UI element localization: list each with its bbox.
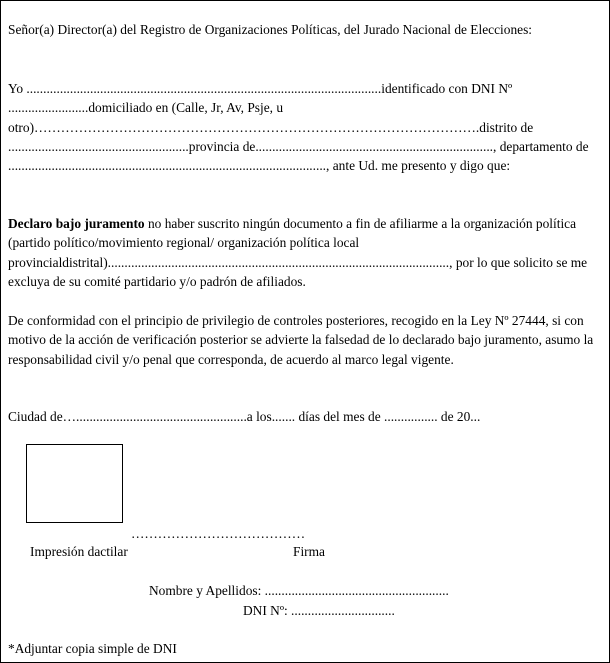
footnote: *Adjuntar copia simple de DNI — [8, 641, 177, 656]
personal-data-paragraph: Yo ..........................................................................................................identificado con DNI Nº ........................domiciliado en (Calle, Jr, Av, Psje, u otro)……………………………………………………………………………………….distrito de ......................................................provincia de......................................................................., departamento de ..............................................................................................., ante Ud. me presento y digo que: — [8, 81, 589, 174]
declaration-text: no haber suscrito ningún documento a fin de afiliarme a la organización política (partido político/movimiento regional/ organización política local provincialdistrital)......................................................................................................, por lo que solicito se me excluya de su comité partidario y/o padrón de afiliados. — [8, 216, 588, 289]
fingerprint-box[interactable] — [26, 444, 123, 523]
fingerprint-label: Impresión dactilar — [30, 544, 128, 559]
conformity-paragraph: De conformidad con el principio de privilegio de controles posteriores, recogido en la Ley Nº 27444, si con motivo de la acción de verificación posterior se advierte la falsedad de lo declarado bajo juramento, asumo la responsabilidad civil y/o penal que corresponda, de acuerdo al marco legal vigente. — [8, 313, 594, 367]
dni-line: DNI Nº: ............................... — [243, 603, 395, 618]
signature-label: Firma — [293, 544, 325, 559]
declaration-paragraph — [8, 214, 606, 291]
addressee-line: Señor(a) Director(a) del Registro de Organizaciones Políticas, del Jurado Nacional de Elecciones: — [8, 22, 533, 37]
full-name-line: Nombre y Apellidos: ....................................................... — [149, 583, 449, 598]
signature-dotted-line: ………………………………… — [131, 526, 306, 541]
declaration-bold-lead: Declaro bajo juramento — [8, 216, 145, 231]
date-line: Ciudad de…...................................................a los....... días del mes de ................ de 20... — [8, 409, 481, 424]
